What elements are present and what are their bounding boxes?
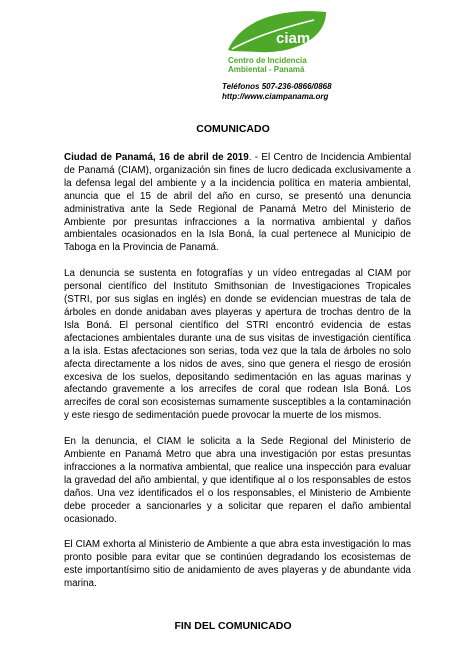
paragraph-3: En la denuncia, el CIAM le solicita a la Sede Regional del Ministerio de Ambiente en Panamá Metro que abra una investigación por estas presuntas infracciones a la normativa ambiental, que realice una inspección para evaluar la gravedad del año ambiental, y que identifique al o los responsables de estos daños. Una vez identificados el o los responsables, el Ministerio de Ambiente debe proceder a sancionarles y a solicitar que reparen el daño ambiental ocasionado. [64,436,411,525]
contact-website[interactable]: http://www.ciampanama.org [222,92,329,101]
logo-subtitle [228,56,328,74]
contact-block [222,82,332,102]
paragraph-2: La denuncia se sustenta en fotografías y un vídeo entregadas al CIAM por personal científico del Instituto Smithsonian de Investigaciones Tropicales (STRI, por sus siglas en inglés) en donde se evidencian muestras de tala de árboles en donde anidaban aves playeras y apertura de trochas dentro de la Isla Boná. El personal científico del STRI encontró evidencia de estas afectaciones ambientales durante una de sus visitas de investigación científica a la isla. Estas afectaciones son serias, toda vez que la tala de árboles no solo afecta directamente a los nidos de aves, sino que genera el riesgo de erosión excesiva de los suelos, depositando sedimentación en las aguas marinas y afectando gravemente a los arrecifes de coral que rodean Isla Boná. Los arrecifes de coral son ecosistemas sumamente susceptibles a la contaminación y este riesgo de sedimentación puede provocar la muerte de los mismos. [64,268,411,422]
logo-text: ciam [276,30,311,47]
document-body [64,152,411,604]
paragraph-1-text: . - El Centro de Incidencia Ambiental de Panamá (CIAM), organización sin fines de lucro dedicada exclusivamente a la defensa legal del ambiente y a la incidencia política en materia ambiental, anuncia que el 15 de abril del año en curso, se presentó una denuncia administrativa ante la Sede Regional de Panamá Metro del Ministerio de Ambiente por presuntas infracciones a la normativa ambiental y daños ambientales ocasionados en la Isla Boná, la cual pertenece al Municipio de Taboga en la Provincia de Panamá. [64,152,411,254]
paragraph-1 [64,152,411,255]
ciam-logo [222,6,328,74]
logo-subline-2: Ambiental - Panamá [228,65,305,74]
contact-phones: Teléfonos 507-236-0866/0868 [222,82,332,91]
paragraph-4: El CIAM exhorta al Ministerio de Ambiente a que abra esta investigación lo mas pronto posible para evitar que se continúen degradando los ecosistemas de este importantísimo sitio de anidamiento de aves playeras y de abundante vida marina. [64,539,411,590]
ciam-leaf-logo-icon [222,6,328,56]
dateline: Ciudad de Panamá, 16 de abril de 2019 [64,152,249,163]
logo-subline-1: Centro de Incidencia [228,56,307,65]
document-title: COMUNICADO [196,123,270,135]
closing-line: FIN DEL COMUNICADO [174,620,292,632]
